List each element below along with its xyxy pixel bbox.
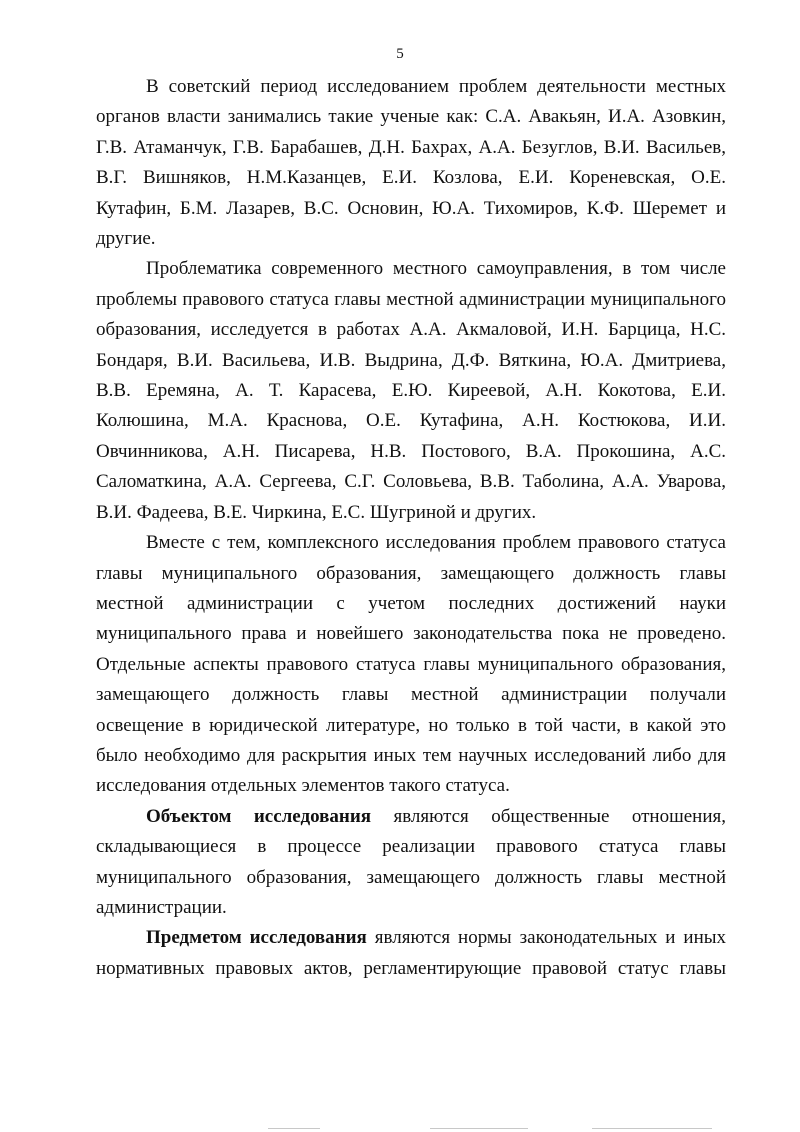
paragraph-text: являются нормы законодательных и иных нормативных правовых актов, регламентирующие правовой статус главы — [96, 927, 727, 979]
paragraph-lead: Предметом исследования — [146, 927, 367, 949]
paragraph-text: являются общественные отношения, складывающиеся в процессе реализации правового статуса главы муниципального образования, замещающего должность главы местной администрации. — [96, 805, 726, 918]
page-number: 5 — [396, 46, 404, 62]
document-body — [96, 72, 726, 984]
paragraph-research-subject — [96, 923, 726, 984]
scan-mark — [592, 1128, 712, 1129]
scan-mark — [268, 1128, 320, 1129]
paragraph-research-object — [96, 802, 726, 924]
paragraph-text: В советский период исследованием проблем деятельности местных органов власти занимались такие ученые как: С.А. Авакьян, И.А. Азовкин, Г.В. Атаманчук, Г.В. Барабашев, Д.Н. Бахрах, А.А. Безуглов, В.И. Васильев, В.Г. Вишняков, Н.М.Казанцев, Е.И. Козлова, Е.И. Кореневская, О.Е. Кутафин, Б.М. Лазарев, В.С. Основин, Ю.А. Тихомиров, К.Ф. Шеремет и другие. — [96, 76, 726, 250]
paragraph-text: Вместе с тем, комплексного исследования проблем правового статуса главы муниципального образования, замещающего должность главы местной администрации с учетом последних достижений науки муниципального права и новейшего законодательства пока не проведено. Отдельные аспекты правового статуса главы муниципального образования, замещающего должность главы местной администрации получали освещение в юридической литературе, но только в той части, в какой это было необходимо для раскрытия иных тем научных исследований либо для исследования отдельных элементов такого статуса. — [96, 532, 726, 797]
paragraph-research-gap — [96, 528, 726, 802]
paragraph-modern-problems — [96, 254, 726, 528]
scan-edge-marks — [0, 1126, 800, 1132]
paragraph-soviet-period — [96, 72, 726, 254]
paragraph-text: Проблематика современного местного самоуправления, в том числе проблемы правового статуса главы местной администрации муниципального образования, исследуется в работах А.А. Акмаловой, И.Н. Барцица, Н.С. Бондаря, В.И. Васильева, И.В. Выдрина, Д.Ф. Вяткина, Ю.А. Дмитриева, В.В. Еремяна, А. Т. Карасева, Е.Ю. Киреевой, А.Н. Кокотова, Е.И. Колюшина, М.А. Краснова, О.Е. Кутафина, А.Н. Костюкова, И.И. Овчинникова, А.Н. Писарева, Н.В. Постового, В.А. Прокошина, А.С. Саломаткина, А.А. Сергеева, С.Г. Соловьева, В.В. Таболина, А.А. Уварова, В.И. Фадеева, В.Е. Чиркина, Е.С. Шугриной и других. — [96, 258, 726, 523]
scan-mark — [430, 1128, 528, 1129]
paragraph-lead: Объектом исследования — [146, 805, 372, 827]
